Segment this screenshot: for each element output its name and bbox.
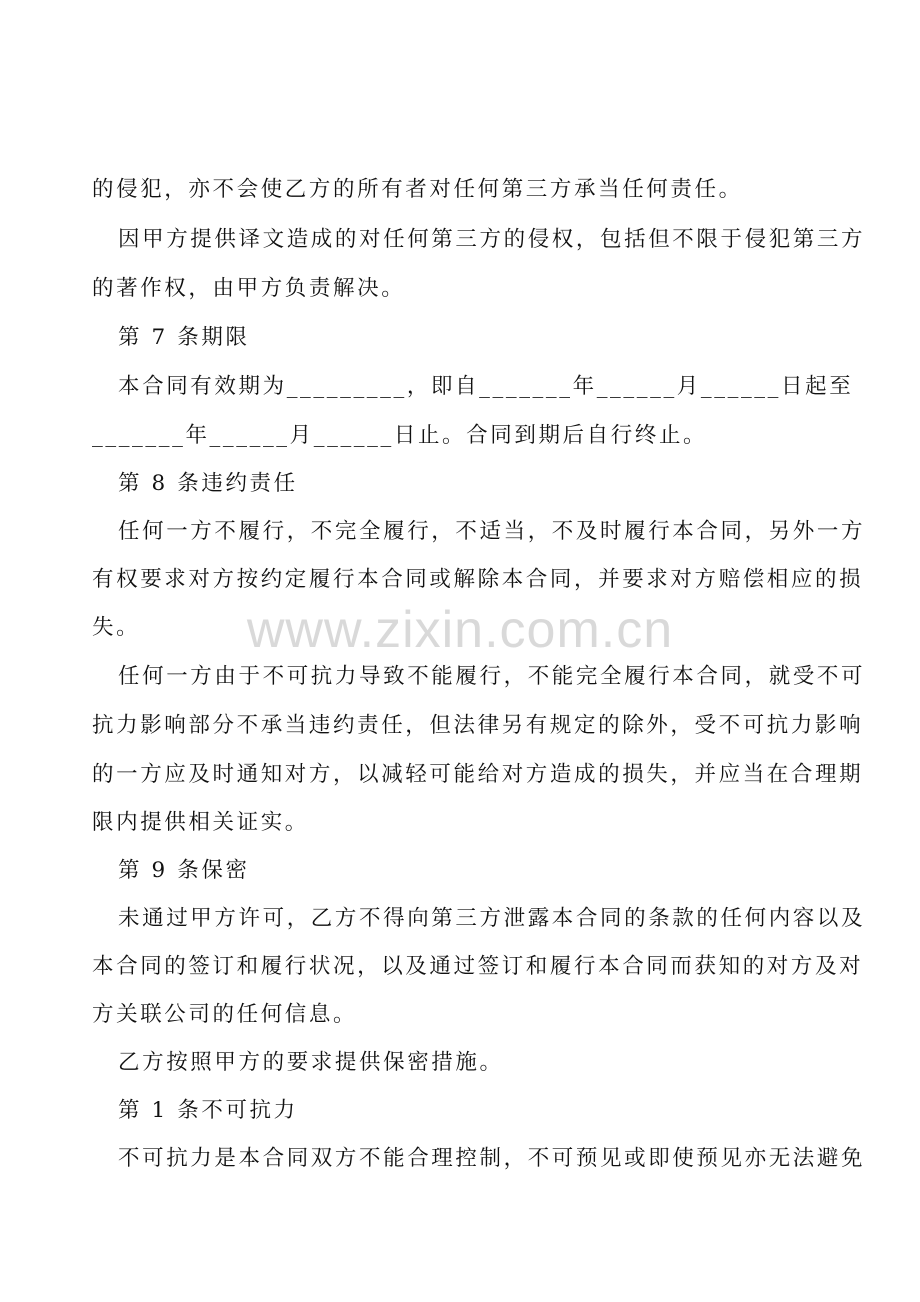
paragraph-line: 有权要求对方按约定履行本合同或解除本合同，并要求对方赔偿相应的损 (92, 567, 864, 592)
paragraph-line: 乙方按照甲方的要求提供保密措施。 (118, 1050, 504, 1075)
paragraph-line: 未通过甲方许可，乙方不得向第三方泄露本合同的条款的任何内容以及 (118, 906, 866, 931)
paragraph-line: 的侵犯，亦不会使乙方的所有者对任何第三方承当任何责任。 (92, 177, 743, 202)
paragraph-line: 本合同有效期为_________，即自_______年______月______日起至 (118, 374, 854, 399)
paragraph-line: 失。 (92, 615, 141, 640)
paragraph-line: 限内提供相关证实。 (92, 810, 309, 835)
paragraph-line: 的一方应及时通知对方，以减轻可能给对方造成的损失，并应当在合理期 (92, 762, 864, 787)
section-heading: 第 8 条违约责任 (118, 471, 298, 496)
watermark: www.zixin.com.cn (246, 601, 674, 659)
paragraph-line: _______年______月______日止。合同到期后自行终止。 (92, 423, 708, 448)
section-heading: 第 7 条期限 (118, 325, 250, 350)
section-heading: 第 9 条保密 (118, 858, 250, 883)
paragraph-line: 的著作权，由甲方负责解决。 (92, 276, 406, 301)
paragraph-line: 因甲方提供译文造成的对任何第三方的侵权，包括但不限于侵犯第三方 (118, 227, 866, 252)
paragraph-line: 不可抗力是本合同双方不能合理控制，不可预见或即使预见亦无法避免 (118, 1146, 866, 1171)
paragraph-line: 抗力影响部分不承当违约责任，但法律另有规定的除外，受不可抗力影响 (92, 713, 864, 738)
paragraph-line: 任何一方不履行，不完全履行，不适当，不及时履行本合同，另外一方 (118, 519, 866, 544)
paragraph-line: 任何一方由于不可抗力导致不能履行，不能完全履行本合同，就受不可 (118, 664, 866, 689)
section-heading: 第 1 条不可抗力 (118, 1098, 298, 1123)
paragraph-line: 本合同的签订和履行状况，以及通过签订和履行本合同而获知的对方及对 (92, 954, 864, 979)
paragraph-line: 方关联公司的任何信息。 (92, 1002, 358, 1027)
